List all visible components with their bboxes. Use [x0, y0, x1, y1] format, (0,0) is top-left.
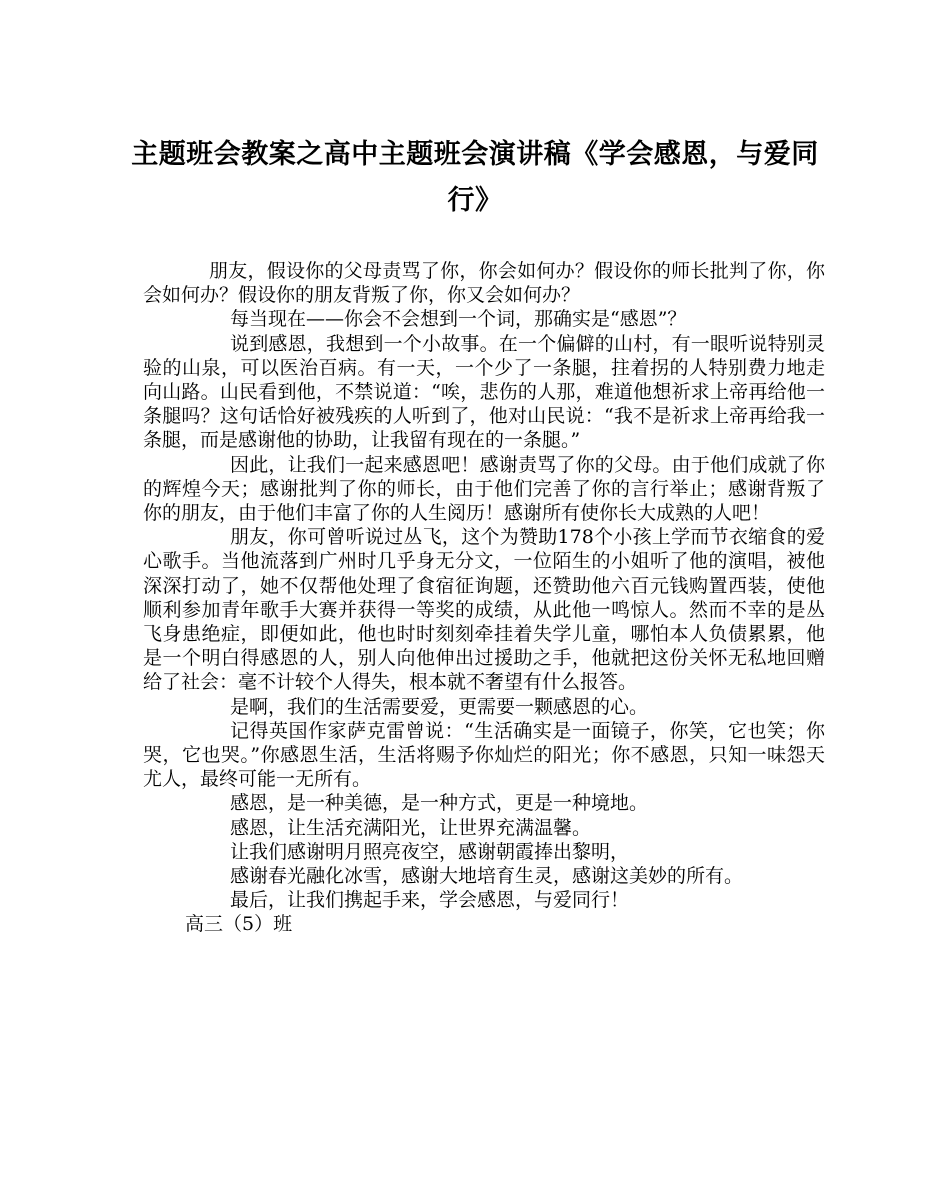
paragraph: 记得英国作家萨克雷曾说：“生活确实是一面镜子，你笑，它也笑；你哭，它也哭。”你感恩生活，生活将赐予你灿烂的阳光；你不感恩，只知一味怨天尤人，最终可能一无所有。 — [143, 719, 825, 791]
paragraph: 让我们感谢明月照亮夜空，感谢朝霞捧出黎明， — [230, 840, 630, 863]
class-signature: 高三（5）班 — [185, 913, 293, 936]
paragraph: 感恩，让生活充满阳光，让世界充满温馨。 — [230, 816, 592, 839]
paragraph: 因此，让我们一起来感恩吧！感谢责骂了你的父母。由于他们成就了你的辉煌今天；感谢批判了你的师长，由于他们完善了你的言行举止；感谢背叛了你的朋友，由于他们丰富了你的人生阅历！感谢所有使你长大成熟的人吧！ — [143, 453, 825, 525]
paragraph: 感谢春光融化冰雪，感谢大地培育生灵，感谢这美妙的所有。 — [230, 865, 744, 888]
paragraph: 每当现在——你会不会想到一个词，那确实是“感恩”？ — [230, 308, 687, 331]
document-title: 主题班会教案之高中主题班会演讲稿《学会感恩，与爱同行》 — [131, 139, 819, 216]
paragraph: 朋友，假设你的父母责骂了你，你会如何办？假设你的师长批判了你，你会如何办？假设你的朋友背叛了你，你又会如何办？ — [143, 260, 825, 307]
paragraph: 朋友，你可曾听说过丛飞，这个为赞助178个小孩上学而节衣缩食的爱心歌手。当他流落到广州时几乎身无分文，一位陌生的小姐听了他的演唱，被他深深打动了，她不仅帮他处理了食宿征询题，还赞助他六百元钱购置西装，使他顺利参加青年歌手大赛并获得一等奖的成绩，从此他一鸣惊人。然而不幸的是丛飞身患绝症，即便如此，他也时时刻刻牵挂着失学儿童，哪怕本人负债累累，他是一个明白得感恩的人，别人向他伸出过援助之手，他就把这份关怀无私地回赠给了社会：毫不计较个人得失，根本就不奢望有什么报答。 — [143, 526, 825, 694]
paragraph: 说到感恩，我想到一个小故事。在一个偏僻的山村，有一眼听说特别灵验的山泉，可以医治百病。有一天，一个少了一条腿，拄着拐的人特别费力地走向山路。山民看到他，不禁说道：“唉，悲伤的人那，难道他想祈求上帝再给他一条腿吗？这句话恰好被残疾的人听到了，他对山民说：“我不是祈求上帝再给我一条腿，而是感谢他的协助，让我留有现在的一条腿。” — [143, 332, 825, 452]
paragraph: 感恩，是一种美德，是一种方式，更是一种境地。 — [230, 792, 649, 815]
paragraph: 最后，让我们携起手来，学会感恩，与爱同行！ — [230, 889, 630, 912]
document-body — [143, 259, 825, 937]
paragraph: 是啊，我们的生活需要爱，更需要一颗感恩的心。 — [230, 695, 649, 718]
